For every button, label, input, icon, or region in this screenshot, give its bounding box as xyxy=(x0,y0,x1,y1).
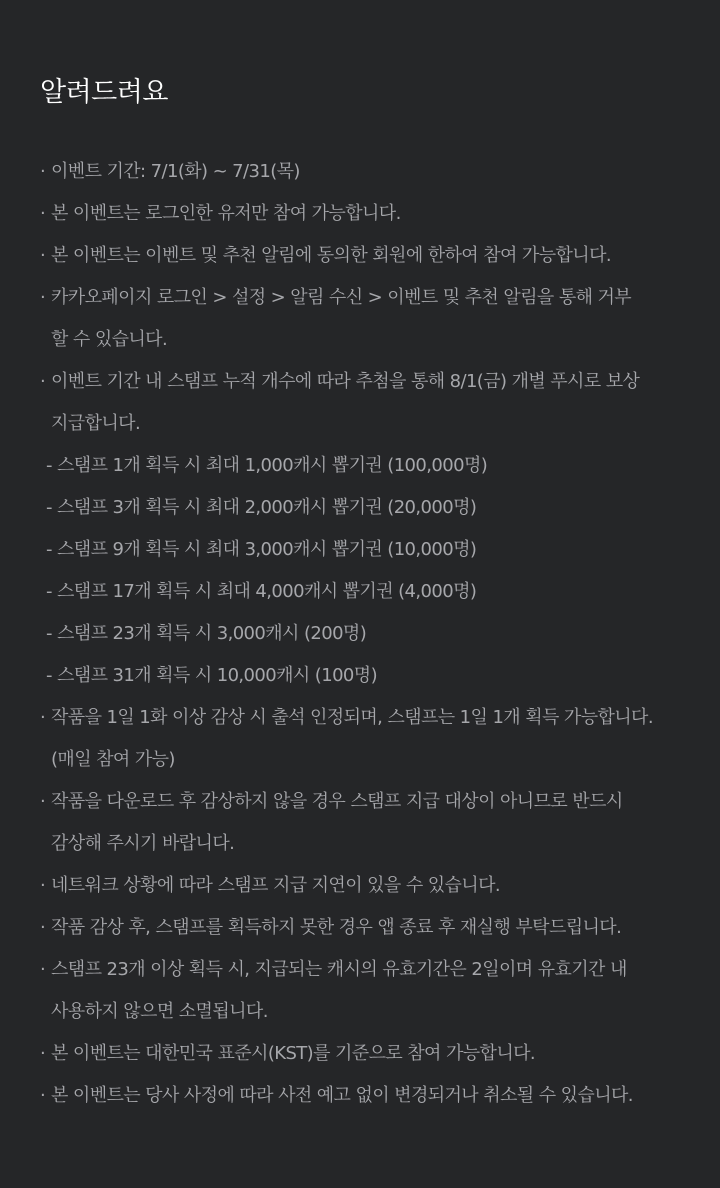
bullet-dot: · xyxy=(40,1043,46,1064)
notice-item xyxy=(40,361,680,445)
notice-sub-item xyxy=(40,613,680,655)
notice-item-text: 지급합니다. xyxy=(51,413,141,434)
notice-item-text: 할 수 있습니다. xyxy=(51,329,168,350)
notice-item-text: 감상해 주시기 바랍니다. xyxy=(51,833,235,854)
notice-item xyxy=(40,151,680,193)
notice-sub-item xyxy=(40,445,680,487)
notice-item-text: - 스탬프 3개 획득 시 최대 2,000캐시 뽑기권 (20,000명) xyxy=(46,497,477,518)
notice-item xyxy=(40,1033,680,1075)
notice-list xyxy=(40,151,680,1117)
notice-item xyxy=(40,235,680,277)
bullet-dot: · xyxy=(40,287,46,308)
bullet-dot: · xyxy=(40,161,46,182)
notice-item-text: 작품을 1일 1화 이상 감상 시 출석 인정되며, 스탬프는 1일 1개 획득 가능합니다. xyxy=(51,707,653,728)
notice-item xyxy=(40,865,680,907)
notice-item xyxy=(40,1075,680,1117)
notice-item xyxy=(40,277,680,361)
notice-sub-item xyxy=(40,529,680,571)
bullet-dot: · xyxy=(40,875,46,896)
notice-item-text: 스탬프 23개 이상 획득 시, 지급되는 캐시의 유효기간은 2일이며 유효기간 내 xyxy=(51,959,627,980)
notice-sub-item xyxy=(40,571,680,613)
notice-item-text: 카카오페이지 로그인 > 설정 > 알림 수신 > 이벤트 및 추천 알림을 통해 거부 xyxy=(51,287,632,308)
notice-item-text: 사용하지 않으면 소멸됩니다. xyxy=(51,1001,268,1022)
notice-item-text: - 스탬프 17개 획득 시 최대 4,000캐시 뽑기권 (4,000명) xyxy=(46,581,477,602)
bullet-dot: · xyxy=(40,707,46,728)
notice-item-text: 작품을 다운로드 후 감상하지 않을 경우 스탬프 지급 대상이 아니므로 반드시 xyxy=(51,791,623,812)
notice-item-text: 본 이벤트는 로그인한 유저만 참여 가능합니다. xyxy=(51,203,401,224)
notice-item-text: (매일 참여 가능) xyxy=(51,749,175,770)
notice-sub-item xyxy=(40,487,680,529)
notice-item-text: 본 이벤트는 이벤트 및 추천 알림에 동의한 회원에 한하여 참여 가능합니다. xyxy=(51,245,611,266)
notice-item xyxy=(40,949,680,1033)
notice-item-text: - 스탬프 23개 획득 시 3,000캐시 (200명) xyxy=(46,623,367,644)
notice-item xyxy=(40,907,680,949)
notice-item xyxy=(40,193,680,235)
notice-item xyxy=(40,697,680,781)
notice-item-text: 작품 감상 후, 스탬프를 획득하지 못한 경우 앱 종료 후 재실행 부탁드립니다. xyxy=(51,917,622,938)
bullet-dot: · xyxy=(40,203,46,224)
notice-title: 알려드려요 xyxy=(40,77,168,108)
notice-item xyxy=(40,781,680,865)
notice-item-text: 본 이벤트는 대한민국 표준시(KST)를 기준으로 참여 가능합니다. xyxy=(51,1043,536,1064)
notice-item-text: - 스탬프 9개 획득 시 최대 3,000캐시 뽑기권 (10,000명) xyxy=(46,539,477,560)
notice-item-text: 본 이벤트는 당사 사정에 따라 사전 예고 없이 변경되거나 취소될 수 있습니다. xyxy=(51,1085,633,1106)
notice-item-text: 이벤트 기간 내 스탬프 누적 개수에 따라 추첨을 통해 8/1(금) 개별 푸시로 보상 xyxy=(51,371,640,392)
bullet-dot: · xyxy=(40,917,46,938)
bullet-dot: · xyxy=(40,245,46,266)
notice-sub-item xyxy=(40,655,680,697)
notice-item-text: - 스탬프 1개 획득 시 최대 1,000캐시 뽑기권 (100,000명) xyxy=(46,455,488,476)
notice-item-text: 이벤트 기간: 7/1(화) ~ 7/31(목) xyxy=(51,161,300,182)
bullet-dot: · xyxy=(40,371,46,392)
notice-item-text: 네트워크 상황에 따라 스탬프 지급 지연이 있을 수 있습니다. xyxy=(51,875,501,896)
bullet-dot: · xyxy=(40,1085,46,1106)
bullet-dot: · xyxy=(40,959,46,980)
notice-item-text: - 스탬프 31개 획득 시 10,000캐시 (100명) xyxy=(46,665,377,686)
bullet-dot: · xyxy=(40,791,46,812)
